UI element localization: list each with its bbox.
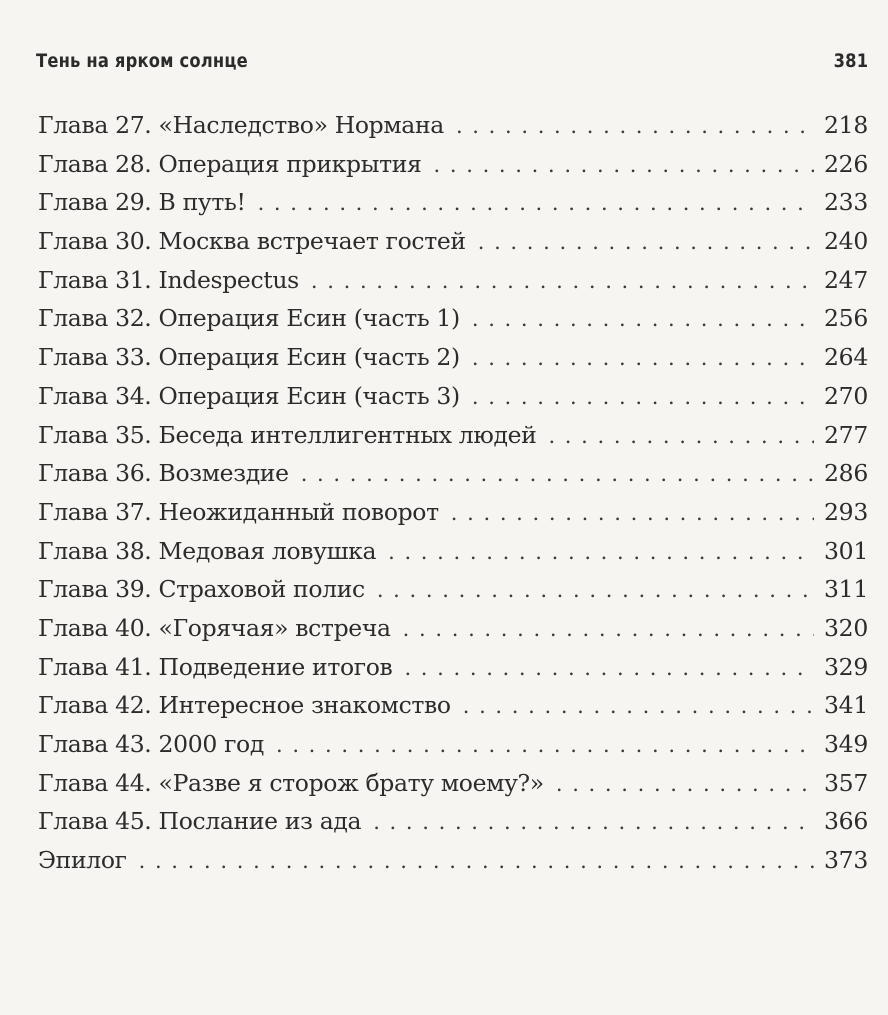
dot-leader	[434, 146, 814, 185]
toc-entry-title: Глава 37. Неожиданный поворот	[38, 497, 439, 526]
dot-leader	[403, 610, 814, 649]
toc-entry-title: Глава 34. Операция Есин (часть 3)	[38, 381, 460, 410]
toc-entry-page: 233	[824, 188, 868, 217]
toc-entry-page: 218	[824, 111, 868, 139]
dot-leader	[388, 533, 814, 572]
dot-leader	[456, 107, 814, 146]
dot-leader	[276, 726, 814, 765]
toc-entry-title: Глава 35. Беседа интеллигентных людей	[38, 420, 537, 449]
toc-entry-page: 341	[824, 691, 868, 720]
dot-leader	[556, 765, 814, 804]
toc-entry-page: 286	[824, 459, 868, 488]
toc-entry	[38, 570, 868, 609]
dot-leader	[301, 455, 814, 494]
toc-entry-title: Глава 36. Возмездие	[38, 459, 289, 488]
toc-entry	[38, 841, 868, 880]
toc-entry-title: Глава 45. Послание из ада	[38, 807, 362, 836]
toc-entry-page: 329	[824, 652, 868, 681]
toc-entry-page: 270	[824, 381, 868, 410]
toc-entry-title: Глава 40. «Горячая» встреча	[38, 613, 391, 642]
toc-entry-title: Глава 29. В путь!	[38, 188, 246, 217]
toc-entry-page: 320	[824, 613, 868, 642]
toc-entry	[38, 686, 868, 725]
toc-entry-page: 366	[824, 807, 868, 836]
toc-entry	[38, 338, 868, 377]
dot-leader	[373, 803, 814, 842]
toc-entry	[38, 802, 868, 841]
toc-entry-title: Глава 33. Операция Есин (часть 2)	[38, 343, 460, 372]
toc-entry	[38, 261, 868, 300]
toc-entry-title: Глава 30. Москва встречает гостей	[38, 227, 466, 256]
dot-leader	[451, 494, 814, 533]
toc-entry	[38, 299, 868, 338]
toc-entry-title: Глава 38. Медовая ловушка	[38, 536, 377, 565]
toc-entry	[38, 145, 868, 184]
dot-leader	[472, 339, 814, 378]
toc-entry	[38, 106, 868, 145]
toc-entry	[38, 377, 868, 416]
dot-leader	[404, 649, 814, 688]
toc-entry-page: 349	[824, 730, 868, 758]
toc-entry-title: Глава 44. «Разве я сторож брату моему?»	[38, 768, 544, 797]
toc-entry-page: 247	[824, 265, 868, 294]
toc-entry-title: Глава 31. Indespectus	[38, 265, 299, 294]
dot-leader	[377, 571, 814, 610]
toc-entry-page: 311	[824, 575, 868, 604]
toc-entry	[38, 493, 868, 532]
toc-entry	[38, 222, 868, 261]
toc-entry-title: Глава 39. Страховой полис	[38, 575, 365, 604]
toc-entry-page: 293	[824, 497, 868, 526]
dot-leader	[311, 262, 814, 301]
toc-entry-page: 256	[824, 304, 868, 333]
toc-entry	[38, 609, 868, 648]
toc-entry-page: 277	[824, 420, 868, 449]
dot-leader	[478, 223, 814, 262]
toc-entry	[38, 764, 868, 803]
toc-entry-title: Глава 32. Операция Есин (часть 1)	[38, 304, 460, 333]
running-title: Тень на ярком солнце	[36, 50, 248, 72]
running-header	[36, 46, 868, 76]
toc-entry-title: Глава 43. 2000 год	[38, 730, 264, 758]
toc-entry-title: Эпилог	[38, 846, 127, 875]
toc-entry-title: Глава 28. Операция прикрытия	[38, 149, 422, 178]
toc-entry-page: 226	[824, 149, 868, 178]
dot-leader	[258, 184, 814, 223]
toc-entry-title: Глава 41. Подведение итогов	[38, 652, 393, 681]
dot-leader	[472, 378, 814, 417]
toc-entry	[38, 454, 868, 493]
page-number: 381	[833, 50, 868, 72]
table-of-contents	[38, 106, 868, 880]
toc-entry-page: 264	[824, 343, 868, 372]
dot-leader	[548, 417, 814, 456]
dot-leader	[472, 300, 814, 339]
toc-entry	[38, 416, 868, 455]
toc-entry-title: Глава 42. Интересное знакомство	[38, 691, 451, 720]
toc-entry	[38, 725, 868, 764]
toc-entry-page: 373	[824, 846, 868, 875]
toc-entry-page: 357	[824, 768, 868, 797]
toc-entry-title: Глава 27. «Наследство» Нормана	[38, 111, 444, 139]
dot-leader	[463, 687, 814, 726]
toc-entry	[38, 183, 868, 222]
toc-entry-page: 301	[824, 536, 868, 565]
toc-entry	[38, 648, 868, 687]
dot-leader	[139, 842, 814, 881]
toc-entry-page: 240	[824, 227, 868, 256]
toc-entry	[38, 532, 868, 571]
